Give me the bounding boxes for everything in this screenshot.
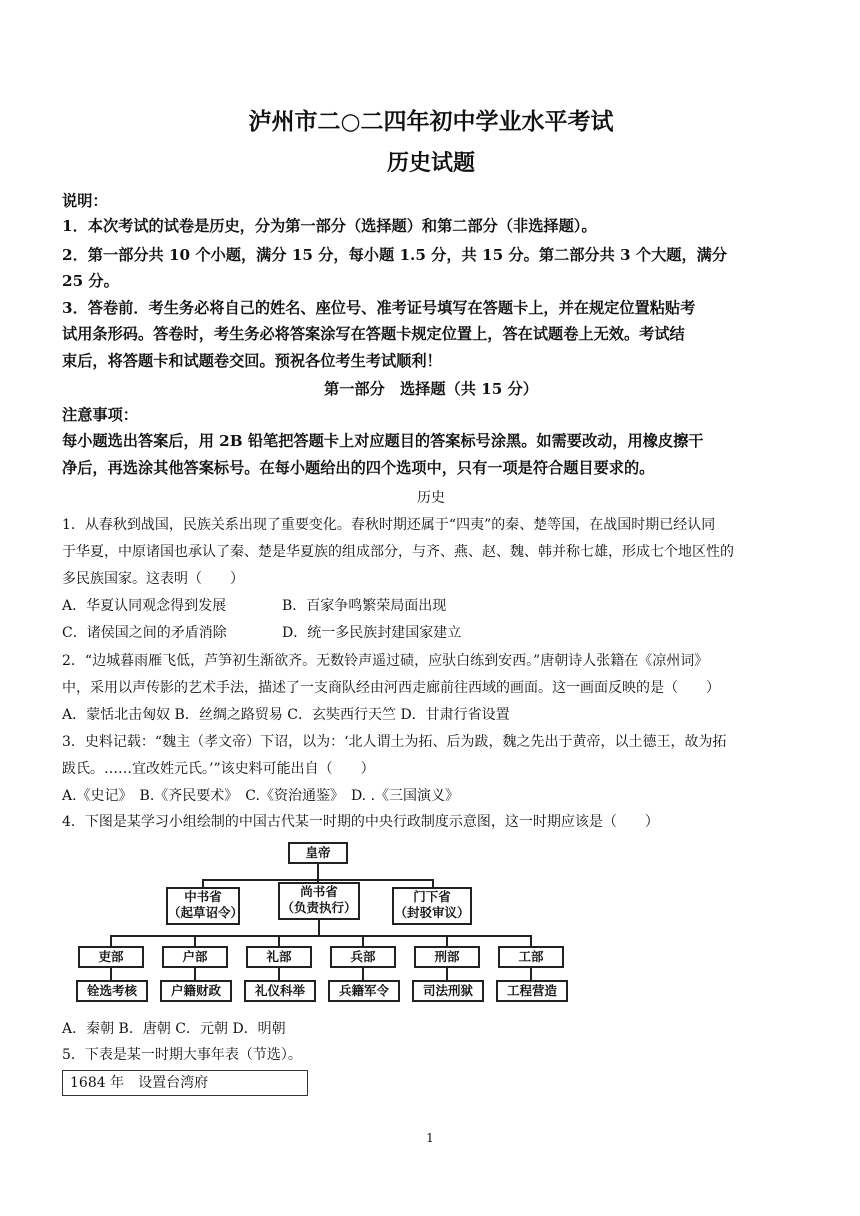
q1-option-b: B．百家争鸣繁荣局面出现 [282, 598, 447, 614]
instructions-heading: 说明： [62, 192, 108, 210]
diagram-department [278, 882, 360, 920]
part1-heading: 第一部分 选择题（共 15 分） [324, 380, 538, 398]
q3-options: A.《史记》 B.《齐民要术》 C.《资治通鉴》 D. .《三国演义》 [62, 788, 460, 804]
department-name: 中书省 [184, 889, 222, 904]
department-name: 尚书省 [300, 884, 338, 899]
q1-stem: 多民族国家。这表明（ ） [62, 571, 244, 587]
diagram-ministry: 户部 [162, 946, 228, 968]
chronology-table-row: 1684 年 设置台湾府 [62, 1070, 308, 1096]
page-number: 1 [426, 1131, 434, 1145]
diagram-duty: 铨选考核 [76, 980, 148, 1002]
q1-options-row [62, 595, 800, 615]
q3-stem: 跋氏。……宜改姓元氏。’”该史料可能出自（ ） [62, 761, 375, 777]
diagram-ministry: 吏部 [78, 946, 144, 968]
q1-option-c: C．诸侯国之间的矛盾消除 [62, 625, 227, 641]
notes-heading: 注意事项： [62, 406, 138, 424]
instruction-line: 2．第一部分共 10 个小题，满分 15 分，每小题 1.5 分，共 15 分。第二部分共 3 个大题，满分 [62, 246, 728, 264]
diagram-department [166, 887, 244, 925]
diagram-duty: 司法刑狱 [412, 980, 484, 1002]
diagram-department [392, 887, 472, 925]
instruction-line: 1．本次考试的试卷是历史，分为第一部分（选择题）和第二部分（非选择题）。 [62, 217, 597, 235]
instruction-line: 25 分。 [62, 272, 119, 290]
exam-title: 泸州市二○二四年初中学业水平考试 [248, 108, 614, 135]
diagram-ministry: 礼部 [246, 946, 312, 968]
q1-stem: 1．从春秋到战国，民族关系出现了重要变化。春秋时期还属于“四夷”的秦、楚等国，在战国时期已经认同 [62, 517, 716, 533]
subject-label: 历史 [417, 490, 445, 506]
exam-subtitle: 历史试题 [386, 150, 475, 176]
diagram-ministry: 工部 [498, 946, 564, 968]
central-administration-diagram [74, 838, 610, 1010]
q2-options: A．蒙恬北击匈奴 B．丝绸之路贸易 C．玄奘西行天竺 D．甘肃行省设置 [62, 707, 510, 723]
q4-stem: 4．下图是某学习小组绘制的中国古代某一时期的中央行政制度示意图，这一时期应该是（ ） [62, 814, 659, 830]
q4-options: A．秦朝 B．唐朝 C．元朝 D．明朝 [62, 1021, 286, 1037]
instruction-line: 试用条形码。答卷时，考生务必将答案涂写在答题卡规定位置上，答在试题卷上无效。考试结 [62, 325, 685, 343]
department-role: （封驳审议） [394, 905, 470, 920]
instruction-line: 3．答卷前．考生务必将自己的姓名、座位号、准考证号填写在答题卡上，并在规定位置粘贴考 [62, 299, 696, 317]
instruction-line: 束后，将答题卡和试题卷交回。预祝各位考生考试顺利！ [62, 352, 442, 370]
diagram-duty: 兵籍军令 [328, 980, 400, 1002]
department-role: （起草诏令） [168, 905, 244, 920]
diagram-ministry: 兵部 [330, 946, 396, 968]
department-name: 门下省 [413, 889, 451, 904]
q5-stem: 5．下表是某一时期大事年表（节选）。 [62, 1047, 302, 1063]
q1-option-d: D．统一多民族封建国家建立 [282, 625, 462, 641]
notes-line: 净后，再选涂其他答案标号。在每小题给出的四个选项中，只有一项是符合题目要求的。 [62, 459, 655, 477]
q1-option-a: A．华夏认同观念得到发展 [62, 598, 227, 614]
diagram-duty: 礼仪科举 [244, 980, 316, 1002]
q2-stem: 中，采用以声传影的艺术手法，描述了一支商队经由河西走廊前往西域的画面。这一画面反映的是（ ） [62, 680, 720, 696]
q3-stem: 3．史料记载：“魏主（孝文帝）下诏，以为：‘北人谓土为拓、后为跋，魏之先出于黄帝，以土德王，故为拓 [62, 734, 727, 750]
q2-stem: 2．“边城暮雨雁飞低，芦笋初生渐欲齐。无数铃声遥过碛，应驮白练到安西。”唐朝诗人张籍在《凉州词》 [62, 653, 709, 669]
diagram-duty: 户籍财政 [160, 980, 232, 1002]
diagram-ministry: 刑部 [414, 946, 480, 968]
diagram-emperor: 皇帝 [288, 842, 348, 864]
q1-options-row [62, 622, 800, 642]
department-role: （负责执行） [281, 900, 357, 915]
q1-stem: 于华夏，中原诸国也承认了秦、楚是华夏族的组成部分，与齐、燕、赵、魏、韩并称七雄，形成七个地区性的 [62, 544, 734, 560]
notes-line: 每小题选出答案后，用 2B 铅笔把答题卡上对应题目的答案标号涂黑。如需要改动，用橡皮擦干 [62, 432, 704, 450]
diagram-duty: 工程营造 [496, 980, 568, 1002]
